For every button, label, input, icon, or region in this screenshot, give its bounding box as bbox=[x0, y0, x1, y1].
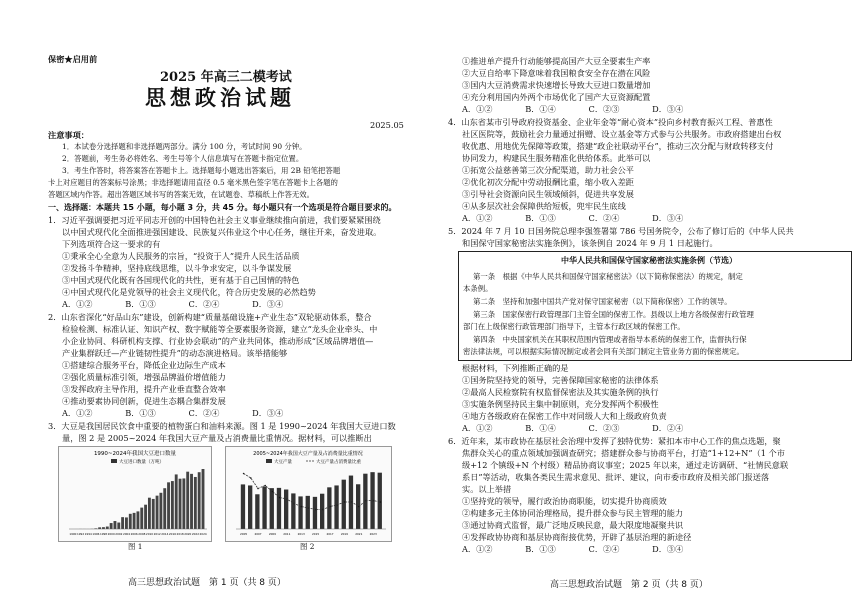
x-tick-label: 2004 bbox=[122, 532, 131, 536]
bar bbox=[129, 514, 132, 529]
bar bbox=[110, 523, 113, 529]
q2-option: ④推动要素协同创新，促进生态耦合集群发展 bbox=[62, 396, 226, 406]
figure-1-chart bbox=[59, 447, 211, 541]
legend-label: 大豆产量占消费量比重 bbox=[316, 460, 361, 465]
q4-option: ②优化初次分配中劳动报酬比重，缩小收入差距 bbox=[462, 177, 634, 187]
q1-choices: A．①② B．①③ C．②④ D．③④ bbox=[62, 299, 284, 309]
q2-stem: 产业集群跃迁—产业链韧性提升”的动态演进格局。该举措能够 bbox=[62, 348, 288, 358]
q6-option: ④发挥政协协商和基层协商衔接优势，开辟了基层治理的新途径 bbox=[462, 532, 692, 542]
q3-stem: 量，图 2 是 2005~2024 年我国大豆产量及占消费量比重情况。据材料，可以推断出 bbox=[62, 433, 372, 443]
page-2 bbox=[440, 0, 858, 608]
q3-choices: A．①② B．①④ C．②③ D．③④ bbox=[462, 104, 684, 114]
box-title: 中华人民共和国保守国家秘密法实施条例（节选） bbox=[561, 256, 737, 265]
q5-prompt: 根据材料，下列推断正确的是 bbox=[462, 363, 569, 373]
q3-option: ②大豆自给率下降意味着我国粮食安全存在潜在风险 bbox=[462, 68, 651, 78]
bar bbox=[320, 494, 324, 529]
x-tick-label: 2000 bbox=[107, 532, 115, 536]
figure-1-caption: 图 1 bbox=[128, 542, 143, 551]
figure-2-caption: 图 2 bbox=[300, 542, 315, 551]
q1-option: ②发扬斗争精神，坚持底线思维，以斗争求安定，以斗争谋发展 bbox=[62, 263, 292, 273]
note-line: 答题区域内作答。超出答题区域书写的答案无效，在试题卷、草稿纸上作答无效。 bbox=[48, 190, 315, 199]
box-line: 第一条 根据《中华人民共和国保守国家秘密法》（以下简称保密法）的规定，制定 bbox=[473, 272, 743, 281]
q3-stem: 3．大豆是我国居民饮食中重要的植物蛋白和油料来源。图 1 是 1990~2024 年我国大豆进口数 bbox=[48, 421, 396, 431]
x-tick-label: 2008 bbox=[138, 532, 146, 536]
x-tick-label: 2007 bbox=[254, 532, 262, 536]
bar bbox=[270, 488, 274, 529]
q5-option: ③实施条例坚持民主集中制原则，充分发挥两个积极性 bbox=[462, 399, 659, 409]
q1-option: ④中国式现代化是党领导的社会主义现代化，符合历史发展的必然趋势 bbox=[62, 287, 316, 297]
bar bbox=[133, 513, 136, 529]
x-tick-label: 2011 bbox=[283, 532, 291, 536]
bar bbox=[175, 474, 178, 529]
x-tick-label: 2015 bbox=[312, 532, 320, 536]
bar bbox=[156, 496, 159, 529]
bar bbox=[202, 469, 205, 529]
bar bbox=[190, 474, 193, 529]
q2-stem: 2．山东省深化“好品山东”建设，创新构建“质量基础设施+产业生态”双轮驱动体系，整合 bbox=[48, 312, 372, 322]
q4-choices: A．①② B．①③ C．②④ D．③④ bbox=[462, 213, 684, 223]
bar bbox=[171, 481, 174, 529]
confidential-label: 保密★启用前 bbox=[48, 54, 98, 64]
q4-stem: 4．山东省某市引导政府投资基金、企业年金等“耐心资本”投向乡村教育振兴工程、普惠性 bbox=[448, 117, 773, 127]
bar bbox=[186, 472, 189, 529]
bar bbox=[262, 487, 266, 529]
bar bbox=[327, 487, 331, 529]
bar bbox=[148, 498, 151, 529]
q3-option: ④充分利用国内外两个市场优化了国产大豆资源配置 bbox=[462, 92, 651, 102]
x-tick-label: 2021 bbox=[355, 532, 363, 536]
q4-option: ①拓宽公益慈善第三次分配渠道，助力社会公平 bbox=[462, 165, 634, 175]
note-line: 3．考生作答时，将答案答在答题卡上。选择题每小题选出答案后，用 2B 铅笔把答题 bbox=[62, 166, 341, 175]
box-line: 密法律法规，可以根据实际情况制定或者会同有关部门制定主管业务方面的保密规定。 bbox=[463, 347, 744, 356]
x-tick-label: 1998 bbox=[99, 532, 108, 536]
x-tick-label: 1996 bbox=[92, 532, 100, 536]
bar bbox=[342, 480, 346, 529]
bar bbox=[179, 479, 182, 529]
bar bbox=[284, 490, 288, 529]
bar bbox=[136, 511, 139, 529]
x-tick-label: 2005 bbox=[240, 532, 248, 536]
legend-label: 大豆进口数量（万吨） bbox=[119, 460, 164, 465]
q2-stem: 小企业协同、科研机构支撑、行业协会联动”的产业共同体，推动形成“区域品牌增值— bbox=[62, 336, 374, 346]
x-tick-label: 2017 bbox=[326, 532, 334, 536]
bar bbox=[194, 477, 197, 529]
q6-option: ②构建多元主体协同治理格局，提升群众参与民主管理的能力 bbox=[462, 508, 684, 518]
bar bbox=[106, 527, 109, 529]
x-tick-label: 1994 bbox=[84, 532, 92, 536]
q3-option: ①推进单产提升行动能够提高国产大豆全要素生产率 bbox=[462, 56, 651, 66]
bar bbox=[152, 499, 155, 529]
bar bbox=[198, 472, 201, 529]
bar bbox=[140, 508, 143, 529]
q5-stem: 和国保守国家秘密法实施条例》，该条例自 2024 年 9 月 1 日起施行。 bbox=[462, 238, 718, 248]
q4-option: ④从多层次社会保障供给短板，兜牢民生底线 bbox=[462, 201, 626, 211]
q2-option: ①搭建综合服务平台，降低企业边际生产成本 bbox=[62, 360, 226, 370]
x-tick-label: 2023 bbox=[369, 532, 377, 536]
bar bbox=[277, 488, 281, 529]
q2-choices: A．①② B．①③ C．②④ D．③④ bbox=[62, 408, 284, 418]
figure-1 bbox=[58, 446, 212, 542]
q1-stem: 1．习近平强调要把习近平同志开创的中国特色社会主义事业继续推向前进，我们要紧紧围绕 bbox=[48, 215, 381, 225]
chart-title: 2005~2024年我国大豆产量及占消费量比重情况 bbox=[253, 451, 363, 457]
q5-option: ①国务院坚持党的领导，完善保障国家秘密的法律体系 bbox=[462, 375, 659, 385]
x-tick-label: 1992 bbox=[77, 532, 85, 536]
note-line: 2．答题前，考生务必将姓名、考生号等个人信息填写在答题卡指定位置。 bbox=[62, 154, 304, 163]
section-heading: 一、选择题：本题共 15 小题，每小题 3 分，共 45 分。每小题只有一个选项是符合题目要求的。 bbox=[48, 203, 397, 212]
q4-stem: 社区医院等，鼓励社会力量通过捐赠、设立基金等方式参与公共服务。市政府搭建出台权 bbox=[462, 129, 782, 139]
box-line: 第四条 中央国家机关在其职权范围内管理或者指导本系统的保密工作，监督执行保 bbox=[473, 335, 747, 344]
chart-title: 1990~2024年我国大豆进口数量 bbox=[93, 451, 177, 457]
bar bbox=[159, 493, 162, 529]
notes-title: 注意事项： bbox=[48, 130, 89, 140]
q6-option: ①坚持党的领导，履行政治协商职能，切实提升协商质效 bbox=[462, 496, 667, 506]
note-line: 1．本试卷分选择题和非选择题两部分。满分 100 分，考试时间 90 分钟。 bbox=[62, 142, 307, 151]
legend-swatch bbox=[266, 459, 272, 463]
note-line: 卡上对应题目的答案标号涂黑；非选择题请用直径 0.5 毫米黑色签字笔在答题卡上各题的 bbox=[48, 178, 338, 187]
bar bbox=[167, 482, 170, 529]
q2-stem: 检验检测、标准认证、知识产权、数字赋能等全要素服务资源，建立“龙头企业牵头、中 bbox=[62, 324, 378, 334]
bar bbox=[182, 478, 185, 529]
q6-option: ③通过协商式监督，最广泛地反映民意，最大限度地凝聚共识 bbox=[462, 520, 684, 530]
bar bbox=[313, 497, 317, 529]
bar bbox=[363, 474, 367, 529]
legend-label: 大豆产量 bbox=[274, 460, 292, 465]
q6-stem: 级+12 个镇级+N 个村级）精品协商议事室；2025 年以来，通过走访调研、“社情民意联 bbox=[462, 460, 789, 470]
q1-option: ①秉承全心全意为人民服务的宗旨，“投资于人”提升人民生活品质 bbox=[62, 251, 300, 261]
q3-option: ③国内大豆消费需求快速增长导致大豆进口数量增加 bbox=[462, 80, 651, 90]
page-footer: 高三思想政治试题 第 1 页（共 8 页） bbox=[128, 578, 286, 588]
q2-option: ②强化质量标准引领，增强品牌溢价增值能力 bbox=[62, 372, 226, 382]
q6-stem: 6．近年来，某市政协在基层社会治理中发挥了独特优势：紧扣本市中心工作的焦点选题，聚 bbox=[448, 436, 781, 446]
x-tick-label: 2010 bbox=[145, 532, 154, 536]
x-tick-label: 2002 bbox=[115, 532, 123, 536]
q4-option: ③引导社会资源向民生领域倾斜，促进共享发展 bbox=[462, 189, 634, 199]
q4-stem: 协同发力，构建民生服务精准化供给体系。此举可以 bbox=[462, 153, 651, 163]
bar bbox=[334, 485, 338, 529]
q5-option: ④地方各级政府在保密工作中对同级人大和上级政府负责 bbox=[462, 411, 667, 421]
x-tick-label: 2020 bbox=[184, 532, 192, 536]
x-tick-label: 2013 bbox=[297, 532, 305, 536]
q1-stem: 以中国式现代化全面推进强国建设、民族复兴伟业这个中心任务，继往开来，奋发进取。 bbox=[62, 227, 382, 237]
page-footer: 高三思想政治试题 第 2 页（共 8 页） bbox=[550, 580, 708, 590]
bar bbox=[144, 505, 147, 529]
box-line: 本条例。 bbox=[463, 284, 493, 293]
figure-2 bbox=[225, 446, 392, 542]
legend-swatch bbox=[111, 459, 117, 463]
bar bbox=[121, 517, 124, 529]
q6-stem: 焦群众关心的重点领域加强调查研究；搭建群众参与协商平台，打造“1+12+N”（1 个市 bbox=[462, 448, 785, 458]
q4-stem: 收优惠、用地优先保障等政策，搭建“政企社联动平台”，推动三次分配与财政转移支付 bbox=[462, 141, 774, 151]
q1-stem: 下列选项符合这一要求的有 bbox=[62, 239, 161, 249]
x-tick-label: 2022 bbox=[191, 532, 199, 536]
x-tick-label: 2012 bbox=[153, 532, 161, 536]
exam-title: 2025 年高三二模考试 bbox=[160, 70, 292, 85]
q5-option: ②最高人民检察院有权监督保密法及其实施条例的执行 bbox=[462, 387, 659, 397]
bar bbox=[102, 527, 105, 529]
bar bbox=[248, 485, 252, 529]
x-tick-label: 2009 bbox=[268, 532, 276, 536]
line-point bbox=[380, 501, 382, 503]
box-line: 部门在上级保密行政管理部门指导下，主管本行政区域的保密工作。 bbox=[463, 322, 685, 331]
exam-date: 2025.05 bbox=[370, 120, 404, 130]
bar bbox=[306, 496, 310, 529]
subject-title: 思想政治试题 bbox=[145, 85, 295, 110]
figure-2-chart bbox=[226, 447, 391, 541]
bar bbox=[125, 517, 128, 529]
x-tick-label: 2019 bbox=[340, 532, 348, 536]
x-tick-label: 2016 bbox=[168, 532, 177, 536]
regulation-excerpt-box bbox=[458, 251, 852, 361]
bar bbox=[117, 523, 120, 529]
box-line: 第二条 坚持和加强中国共产党对保守国家秘密（以下简称保密）工作的领导。 bbox=[473, 297, 732, 306]
box-line: 第三条 国家保密行政管理部门主管全国的保密工作。县级以上地方各级保密行政管理 bbox=[473, 310, 754, 319]
q2-option: ③发挥政府主导作用，提升产业垂直整合效率 bbox=[62, 384, 226, 394]
q6-choices: A．①② B．①③ C．②④ D．③④ bbox=[462, 544, 684, 554]
bar bbox=[291, 493, 295, 529]
q6-stem: 系日”等活动，收集各类民生需求意见、批评、建议，向市委市政府及相关部门报送落 bbox=[462, 472, 770, 482]
bar bbox=[255, 494, 259, 529]
bar bbox=[163, 488, 166, 529]
x-tick-label: 2006 bbox=[130, 532, 138, 536]
bar bbox=[241, 484, 245, 529]
x-tick-label: 2018 bbox=[176, 532, 184, 536]
q6-stem: 实。以上举措 bbox=[462, 484, 512, 494]
bar bbox=[298, 496, 302, 529]
x-tick-label: 2024 bbox=[199, 532, 207, 536]
x-tick-label: 1990 bbox=[69, 532, 77, 536]
q1-option: ③中国式现代化既有各国现代化的共性，更有基于自己国情的特色 bbox=[62, 275, 300, 285]
x-tick-label: 2014 bbox=[161, 532, 169, 536]
q5-choices: A．①② B．①④ C．②③ D．②④ bbox=[462, 423, 684, 433]
q5-stem: 5．2024 年 7 月 10 日国务院总理李强签署第 786 号国务院令，公布了修订后的《中华人民共 bbox=[448, 226, 794, 236]
bar bbox=[114, 521, 117, 529]
bar bbox=[378, 473, 382, 529]
